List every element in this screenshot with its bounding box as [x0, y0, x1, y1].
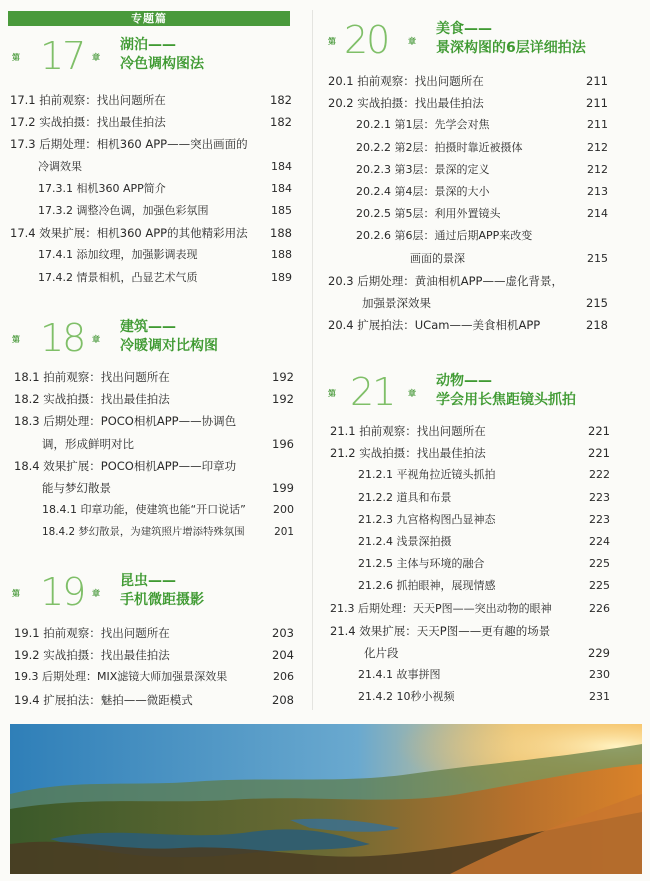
toc-entry: 21.2.2 道具和布景	[358, 490, 452, 504]
toc-entry: 21.2.5 主体与环境的融合	[358, 557, 485, 571]
toc-row[interactable]	[330, 531, 610, 553]
toc-row[interactable]	[330, 620, 610, 642]
page-number: 199	[272, 480, 294, 495]
page-number: 182	[270, 93, 292, 107]
toc-row[interactable]	[14, 499, 294, 521]
toc-row[interactable]	[330, 464, 610, 486]
toc-row[interactable]	[330, 642, 610, 664]
toc-entry: 能与梦幻散景	[42, 480, 111, 495]
page-number: 206	[273, 670, 294, 684]
chapter-suffix: 章	[92, 335, 100, 344]
toc-row[interactable]	[328, 225, 608, 247]
toc-entry: 17.2 实战拍摄：找出最佳拍法	[10, 115, 166, 130]
page-number: 192	[272, 370, 294, 384]
page-number: 192	[272, 392, 294, 407]
toc-row[interactable]	[328, 270, 608, 292]
toc-entry: 21.3 后期处理：天天P图——突出动物的眼神	[330, 601, 552, 615]
chapter-prefix: 第	[328, 389, 336, 398]
chapter-title-line2: 手机微距摄影	[120, 592, 204, 608]
toc-row[interactable]	[14, 622, 294, 644]
toc-entry: 化片段	[364, 645, 399, 660]
page-number: 223	[589, 490, 610, 504]
toc-row[interactable]	[328, 203, 608, 225]
toc-row[interactable]	[10, 178, 292, 200]
chapter-number: 20	[344, 18, 389, 62]
toc-entry: 20.4 扩展拍法：UCam——美食相机APP	[328, 318, 541, 333]
chapter-17-header	[10, 34, 290, 82]
toc-entry: 17.3 后期处理：相机360 APP——突出画面的	[10, 137, 248, 152]
toc-row[interactable]	[10, 133, 292, 155]
toc-entry: 17.4.1 添加纹理，加强影调表现	[38, 248, 198, 262]
toc-entry: 20.2.4 第4层：景深的大小	[356, 184, 490, 198]
section-banner: 专题篇	[8, 11, 290, 26]
page-number: 211	[586, 96, 608, 111]
chapter-title-line2: 冷色调构图法	[120, 56, 204, 72]
chapter-suffix: 章	[92, 53, 100, 62]
chapter-title-line1: 美食——	[436, 21, 492, 37]
toc-entry: 17.1 拍前观察：找出问题所在	[10, 93, 166, 107]
toc-entry: 21.1 拍前观察：找出问题所在	[330, 424, 486, 438]
page-number: 215	[587, 251, 608, 265]
toc-row[interactable]	[330, 686, 610, 708]
page-number: 224	[589, 534, 610, 548]
page-number: 215	[586, 295, 608, 310]
page-number: 201	[274, 526, 294, 539]
toc-entry: 18.1 拍前观察：找出问题所在	[14, 370, 170, 384]
toc-row[interactable]	[10, 244, 292, 266]
toc-entry: 21.2.6 抓拍眼神，展现情感	[358, 579, 496, 593]
toc-entry: 加强景深效果	[362, 295, 431, 310]
page-number: 212	[587, 140, 608, 154]
toc-row[interactable]	[14, 455, 294, 477]
chapter-title-line1: 昆虫——	[120, 573, 176, 589]
chapter-prefix: 第	[12, 335, 20, 344]
page-number: 225	[589, 557, 610, 571]
toc-row[interactable]	[14, 410, 294, 432]
toc-entry: 17.4 效果扩展：相机360 APP的其他精彩用法	[10, 226, 248, 241]
toc-entry: 19.2 实战拍摄：找出最佳拍法	[14, 648, 170, 663]
chapter-title-line2: 学会用长焦距镜头抓拍	[436, 392, 576, 408]
toc-entry: 21.2 实战拍摄：找出最佳拍法	[330, 446, 486, 461]
toc-row[interactable]	[10, 156, 292, 178]
toc-row[interactable]	[14, 521, 294, 543]
chapter-title-line2: 景深构图的6层详细拍法	[436, 40, 586, 56]
toc-chapter-20	[328, 70, 608, 336]
page-number: 214	[587, 207, 608, 221]
toc-entry: 18.2 实战拍摄：找出最佳拍法	[14, 392, 170, 407]
toc-row[interactable]	[330, 509, 610, 531]
chapter-number: 21	[350, 370, 395, 414]
toc-row[interactable]	[14, 644, 294, 666]
chapter-prefix: 第	[12, 589, 20, 598]
toc-row[interactable]	[14, 433, 294, 455]
toc-entry: 20.2.5 第5层：利用外置镜头	[356, 207, 501, 221]
page-number: 222	[589, 468, 610, 482]
toc-row[interactable]	[10, 200, 292, 222]
page-number: 196	[272, 436, 294, 451]
toc-entry: 20.2.2 第2层：拍摄时靠近被摄体	[356, 140, 523, 154]
page-number: 225	[589, 579, 610, 593]
toc-row[interactable]	[14, 388, 294, 410]
toc-entry: 19.1 拍前观察：找出问题所在	[14, 626, 170, 640]
page-number: 208	[272, 692, 294, 707]
toc-entry: 18.4.1 印章功能，使建筑也能“开口说话”	[42, 503, 246, 517]
page-number: 221	[588, 424, 610, 438]
toc-entry: 19.4 扩展拍法：魅拍——微距模式	[14, 692, 193, 707]
toc-row[interactable]	[328, 70, 608, 92]
toc-entry: 18.3 后期处理：POCO相机APP——协调色	[14, 414, 237, 429]
page-number: 188	[271, 248, 292, 262]
page-number: 226	[589, 601, 610, 615]
toc-entry: 冷调效果	[38, 159, 82, 173]
toc-row[interactable]	[14, 666, 294, 688]
landscape-illustration	[10, 724, 642, 874]
page-number: 229	[588, 645, 610, 660]
toc-entry: 20.2.3 第3层：景深的定义	[356, 162, 490, 176]
toc-row[interactable]	[10, 222, 292, 244]
chapter-title-line1: 建筑——	[120, 319, 176, 335]
toc-row[interactable]	[328, 181, 608, 203]
page-number: 211	[586, 74, 608, 88]
chapter-title-line2: 冷暖调对比构图	[120, 338, 218, 354]
toc-entry: 20.2.1 第1层：先学会对焦	[356, 118, 490, 132]
toc-row[interactable]	[330, 575, 610, 597]
toc-entry: 21.2.4 浅景深拍摄	[358, 534, 452, 548]
toc-row[interactable]	[10, 267, 292, 289]
toc-row[interactable]	[10, 89, 292, 111]
toc-chapter-17	[10, 89, 292, 289]
chapter-title-line1: 湖泊——	[120, 37, 176, 53]
chapter-20-header	[326, 18, 636, 66]
chapter-number: 17	[40, 34, 85, 78]
page-number: 218	[586, 318, 608, 333]
toc-row[interactable]	[328, 92, 608, 114]
toc-entry: 21.4.1 故事拼图	[358, 668, 441, 682]
toc-row[interactable]	[10, 111, 292, 133]
toc-row[interactable]	[328, 248, 608, 270]
toc-entry: 18.4 效果扩展：POCO相机APP——印章功	[14, 458, 237, 473]
toc-row[interactable]	[330, 598, 610, 620]
toc-row[interactable]	[330, 664, 610, 686]
page-number: 221	[588, 446, 610, 461]
chapter-suffix: 章	[408, 37, 416, 46]
chapter-19-header	[10, 570, 290, 618]
toc-chapter-19	[14, 622, 294, 711]
page-number: 189	[271, 270, 292, 284]
toc-chapter-21	[330, 420, 610, 708]
toc-entry: 20.2.6 第6层：通过后期APP来改变	[356, 229, 533, 243]
chapter-number: 19	[40, 570, 85, 614]
toc-row[interactable]	[330, 487, 610, 509]
toc-entry: 20.3 后期处理：黄油相机APP——虚化背景，	[328, 273, 563, 288]
toc-row[interactable]	[328, 292, 608, 314]
toc-row[interactable]	[14, 366, 294, 388]
toc-entry: 20.2 实战拍摄：找出最佳拍法	[328, 96, 484, 111]
toc-row[interactable]	[328, 314, 608, 336]
chapter-suffix: 章	[92, 589, 100, 598]
toc-row[interactable]	[14, 689, 294, 711]
page-number: 184	[271, 159, 292, 173]
toc-entry: 18.4.2 梦幻散景，为建筑照片增添特殊氛围	[42, 526, 245, 539]
page-number: 213	[587, 184, 608, 198]
toc-entry: 21.2.3 九宫格构图凸显神态	[358, 512, 496, 526]
page-number: 184	[271, 181, 292, 195]
page-number: 204	[272, 648, 294, 663]
chapter-suffix: 章	[408, 389, 416, 398]
chapter-number: 18	[40, 316, 85, 360]
toc-row[interactable]	[328, 137, 608, 159]
toc-row[interactable]	[330, 442, 610, 464]
chapter-prefix: 第	[328, 37, 336, 46]
page-number: 212	[587, 162, 608, 176]
toc-entry: 21.4.2 10秒小视频	[358, 690, 455, 704]
page-number: 200	[273, 503, 294, 517]
chapter-21-header	[326, 370, 636, 418]
toc-entry: 17.3.1 相机360 APP简介	[38, 181, 166, 195]
page-number: 231	[589, 690, 610, 704]
page-number: 182	[270, 115, 292, 130]
toc-chapter-18	[14, 366, 294, 544]
toc-entry: 21.4 效果扩展：天天P图——更有趣的场景	[330, 623, 551, 638]
page-number: 185	[271, 203, 292, 217]
chapter-title-line1: 动物——	[436, 373, 492, 389]
toc-entry: 17.3.2 调整冷色调，加强色彩氛围	[38, 203, 209, 217]
toc-row[interactable]	[330, 553, 610, 575]
page-number: 211	[587, 118, 608, 132]
chapter-prefix: 第	[12, 53, 20, 62]
toc-entry: 调，形成鲜明对比	[42, 436, 134, 451]
toc-entry: 20.1 拍前观察：找出问题所在	[328, 74, 484, 88]
toc-row[interactable]	[328, 114, 608, 136]
toc-entry: 19.3 后期处理：MIX滤镜大师加强景深效果	[14, 670, 228, 684]
toc-entry: 21.2.1 平视角拉近镜头抓拍	[358, 468, 496, 482]
toc-row[interactable]	[328, 159, 608, 181]
landscape-photo	[10, 724, 642, 874]
chapter-18-header	[10, 316, 290, 364]
toc-row[interactable]	[14, 477, 294, 499]
page-number: 188	[270, 226, 292, 241]
page-number: 223	[589, 512, 610, 526]
page-number: 203	[272, 626, 294, 640]
toc-entry: 画面的景深	[410, 251, 465, 265]
toc-row[interactable]	[330, 420, 610, 442]
page-number: 230	[589, 668, 610, 682]
toc-entry: 17.4.2 情景相机，凸显艺术气质	[38, 270, 198, 284]
column-divider	[312, 10, 313, 710]
